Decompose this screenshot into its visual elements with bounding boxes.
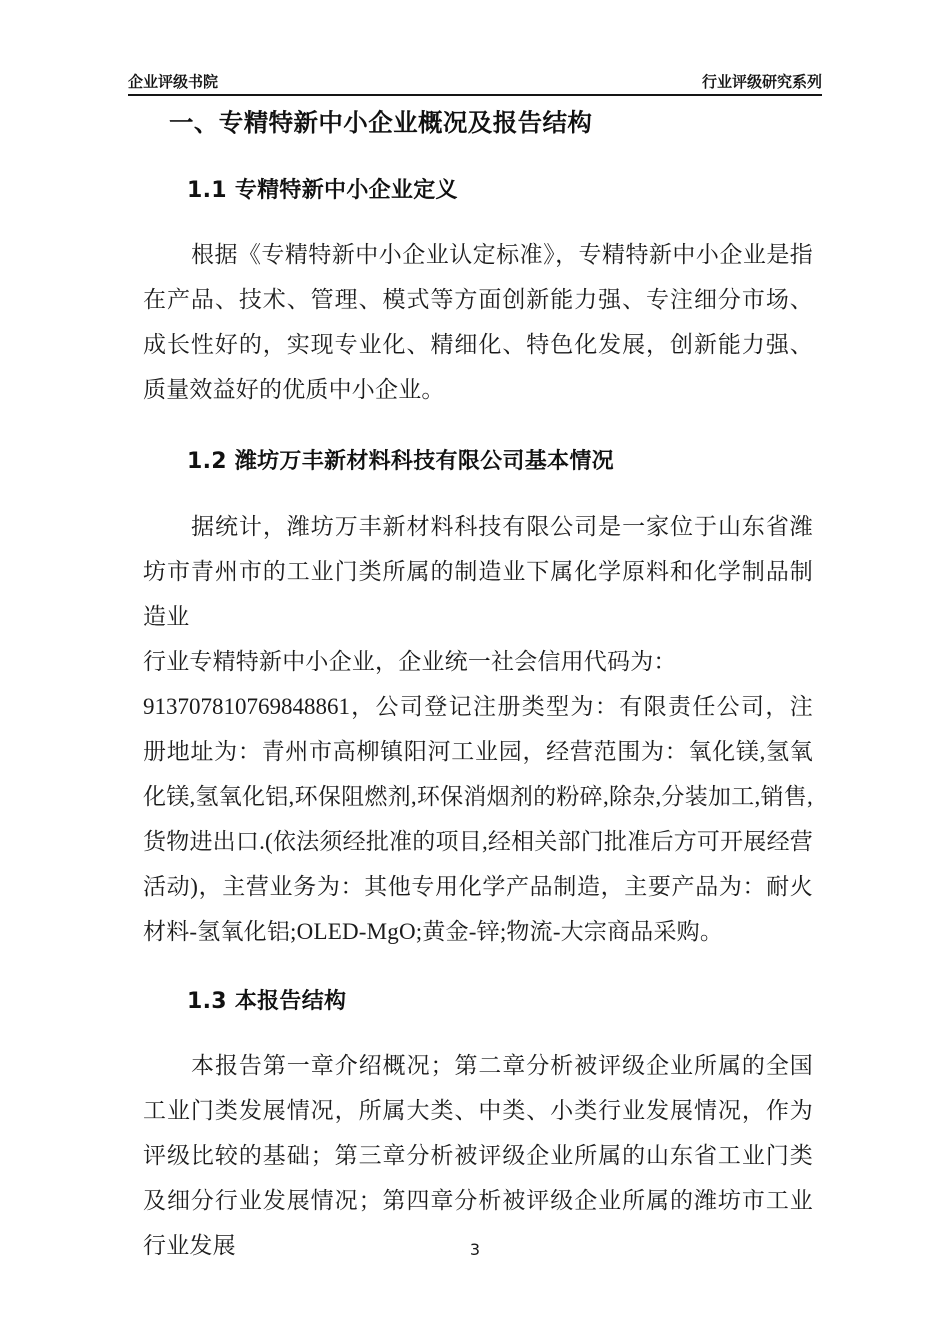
document-content — [143, 108, 813, 1268]
paragraph-1-2-lead: 据统计，潍坊万丰新材料科技有限公司是一家位于山东省潍坊市青州市的工业门类所属的制造业下属化学原料和化学制品制造业 — [143, 513, 813, 629]
header-right-text: 行业评级研究系列 — [701, 72, 822, 92]
spacer — [143, 476, 813, 504]
spacer — [143, 412, 813, 448]
paragraph-1-2-rest — [143, 684, 813, 954]
header-left-text: 企业评级书院 — [128, 72, 219, 92]
spacer — [143, 204, 813, 232]
spacer — [143, 1015, 813, 1043]
section-heading-1-2: 1.2 潍坊万丰新材料科技有限公司基本情况 — [187, 449, 614, 475]
page-header-row — [128, 60, 822, 90]
unified-social-credit-code: 913707810769848861 — [143, 693, 350, 719]
paragraph-1-1: 根据《专精特新中小企业认定标准》，专精特新中小企业是指在产品、技术、管理、模式等方面创新能力强、专注细分市场、成长性好的，实现专业化、精细化、特色化发展，创新能力强、质量效益好的优质中小企业。 — [143, 242, 813, 403]
chapter-title: 一、专精特新中小企业概况及报告结构 — [169, 108, 593, 137]
section-heading-1-1: 1.1 专精特新中小企业定义 — [187, 177, 458, 203]
page-number: 3 — [469, 1240, 481, 1259]
page-header — [128, 60, 822, 96]
spacer — [143, 954, 813, 988]
paragraph-1-2-rest-text: ，公司登记注册类型为：有限责任公司，注册地址为：青州市高柳镇阳河工业园，经营范围为：氧化镁,氢氧化镁,氢氧化铝,环保阻燃剂,环保消烟剂的粉碎,除杂,分装加工,销售,货物进出口.(依法须经批准的项目,经相关部门批准后方可开展经营活动)，主营业务为：其他专用化学产品制造，主要产品为：耐火材料-氢氧化铝;OLED-MgO;黄金-锌;物流-大宗商品采购。 — [143, 693, 813, 944]
paragraph-1-3: 本报告第一章介绍概况；第二章分析被评级企业所属的全国工业门类发展情况，所属大类、中类、小类行业发展情况，作为评级比较的基础；第三章分析被评级企业所属的山东省工业门类及细分行业发展情况；第四章分析被评级企业所属的潍坊市工业行业发展 — [143, 1053, 813, 1259]
spacer — [143, 139, 813, 177]
section-heading-1-3: 1.3 本报告结构 — [187, 988, 347, 1014]
header-divider — [128, 94, 822, 96]
paragraph-1-2-credit-label-line: 行业专精特新中小企业，企业统一社会信用代码为： — [143, 648, 677, 674]
